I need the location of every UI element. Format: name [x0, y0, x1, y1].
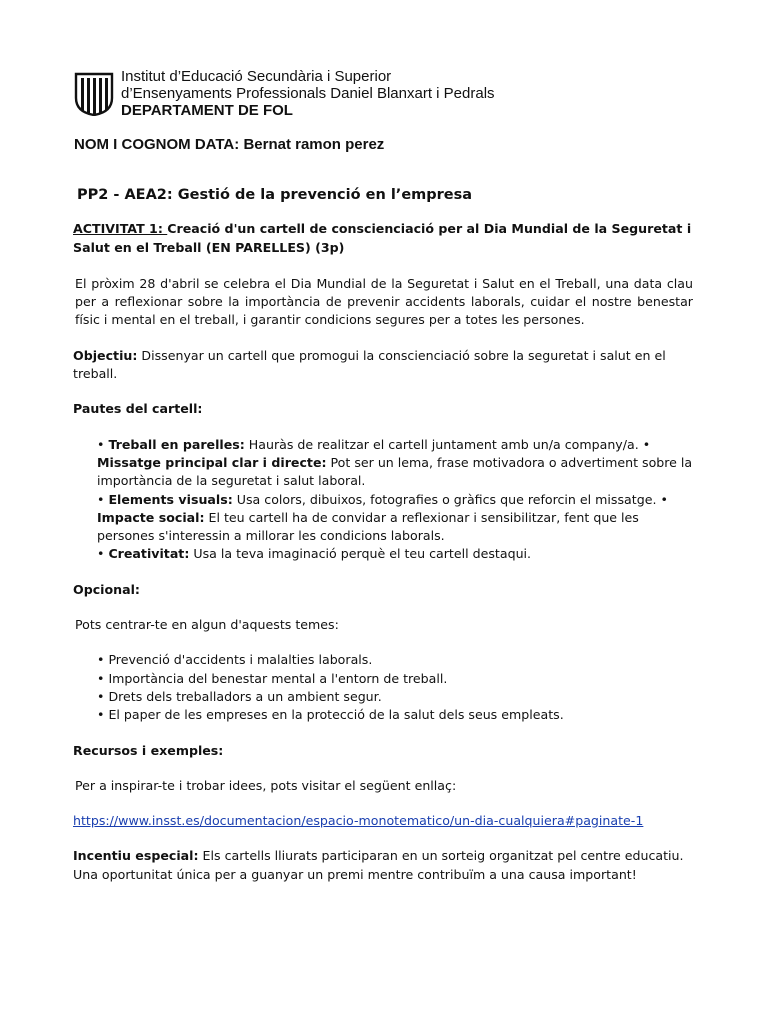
list-item-text: El paper de les empreses en la protecció de la salut dels seus empleats. — [108, 707, 564, 723]
guideline-label: Treball en parelles: — [108, 436, 245, 452]
guideline-label: Impacte social: — [97, 509, 205, 525]
incentive-text: Els cartells lliurats participaran en un sorteig organitzat pel centre educatiu. Una oportunitat única per a guanyar un premi mentre contribuïm a una causa important! — [73, 848, 684, 882]
objective-label: Objectiu: — [73, 347, 138, 363]
department-name: DEPARTAMENT DE FOL — [121, 102, 293, 119]
activity-title-text: Creació d'un cartell de conscienciació per al Dia Mundial de la Seguretat i Salut en el Treball (EN PARELLES) (3p) — [73, 221, 692, 255]
guidelines-list — [97, 436, 693, 564]
activity-label: ACTIVITAT 1: — [73, 221, 168, 237]
resources-intro: Per a inspirar-te i trobar idees, pots visitar el següent enllaç: — [75, 777, 457, 793]
list-item: • Prevenció d'accidents i malalties laborals. — [97, 652, 373, 668]
document-header — [73, 68, 633, 120]
guideline-label: Missatge principal clar i directe: — [97, 454, 327, 470]
guideline-text: Usa colors, dibuixos, fotografies o gràfics que reforcin el missatge. • — [232, 491, 668, 507]
resources-heading-text: Recursos i exemples: — [73, 742, 224, 758]
guideline-label: Creativitat: — [108, 546, 190, 562]
optional-heading-text: Opcional: — [73, 581, 140, 597]
incentive-paragraph — [73, 847, 693, 884]
guideline-text: Hauràs de realitzar el cartell juntament amb un/a company/a. • — [244, 436, 651, 452]
resources-link-line — [73, 812, 693, 830]
resources-heading — [73, 742, 693, 760]
guidelines-paragraph: • Elements visuals: Usa colors, dibuixos, fotografies o gràfics que reforcin el missatge. • Impacte social: El teu cartell ha de convidar a reflexionar i sensibilitzar, fent que les persones s'interessin a millorar les condicions laborals. — [97, 491, 668, 544]
guidelines-paragraph: • Creativitat: Usa la teva imaginació perquè el teu cartell destaqui. — [97, 546, 532, 562]
document-body — [73, 186, 693, 901]
intro-paragraph: El pròxim 28 d'abril se celebra el Dia Mundial de la Seguretat i Salut en el Treball, una data clau per a reflexionar sobre la importància de prevenir accidents laborals, cuidar el nostre benestar físic i mental en el treball, i garantir condicions segures per a totes les persones. — [75, 275, 693, 328]
document-title: PP2 - AEA2: Gestió de la prevenció en l’empresa — [77, 187, 473, 203]
list-item: • Drets dels treballadors a un ambient segur. — [97, 688, 382, 704]
optional-heading — [73, 581, 693, 599]
optional-topics-list — [97, 651, 693, 724]
list-item-text: Importància del benestar mental a l'entorn de treball. — [108, 670, 448, 686]
list-item: • Importància del benestar mental a l'entorn de treball. — [97, 670, 448, 686]
guideline-text: Pot ser un lema, frase motivadora o advertiment sobre la importància de la seguretat i salut laboral. — [97, 454, 693, 489]
incentive-label: Incentiu especial: — [73, 848, 199, 864]
guideline-text: El teu cartell ha de convidar a reflexionar i sensibilitzar, fent que les persones s'interessin a millorar les condicions laborals. — [97, 509, 639, 544]
guideline-label: Elements visuals: — [108, 491, 233, 507]
guideline-text: Usa la teva imaginació perquè el teu cartell destaqui. — [189, 546, 532, 562]
guidelines-heading — [73, 400, 693, 418]
activity-title — [73, 220, 693, 257]
student-name-label: NOM I COGNOM DATA: — [74, 136, 240, 153]
optional-intro: Pots centrar-te en algun d'aquests temes: — [75, 617, 339, 633]
institute-line-2: d’Ensenyaments Professionals Daniel Blanxart i Pedrals — [121, 85, 495, 102]
generalitat-stripes-logo-icon — [73, 72, 115, 116]
student-name: Bernat ramon perez — [243, 136, 385, 153]
resources-link[interactable]: https://www.insst.es/documentacion/espacio-monotematico/un-dia-cualquiera#paginate-1 — [73, 813, 644, 829]
list-item-text: Prevenció d'accidents i malalties laborals. — [108, 652, 373, 668]
guidelines-heading-text: Pautes del cartell: — [73, 401, 203, 417]
list-item: • El paper de les empreses en la protecció de la salut dels seus empleats. — [97, 707, 564, 723]
institute-line-1: Institut d’Educació Secundària i Superior — [121, 68, 392, 85]
objective-paragraph — [73, 347, 693, 384]
guidelines-paragraph: • Treball en parelles: Hauràs de realitzar el cartell juntament amb un/a company/a. • Missatge principal clar i directe: Pot ser un lema, frase motivadora o advertiment sobre la importància de la seguretat i salut laboral. — [97, 436, 693, 489]
student-name-line — [74, 136, 384, 153]
objective-text: Dissenyar un cartell que promogui la conscienciació sobre la seguretat i salut en el treball. — [73, 347, 666, 382]
list-item-text: Drets dels treballadors a un ambient segur. — [108, 688, 382, 704]
